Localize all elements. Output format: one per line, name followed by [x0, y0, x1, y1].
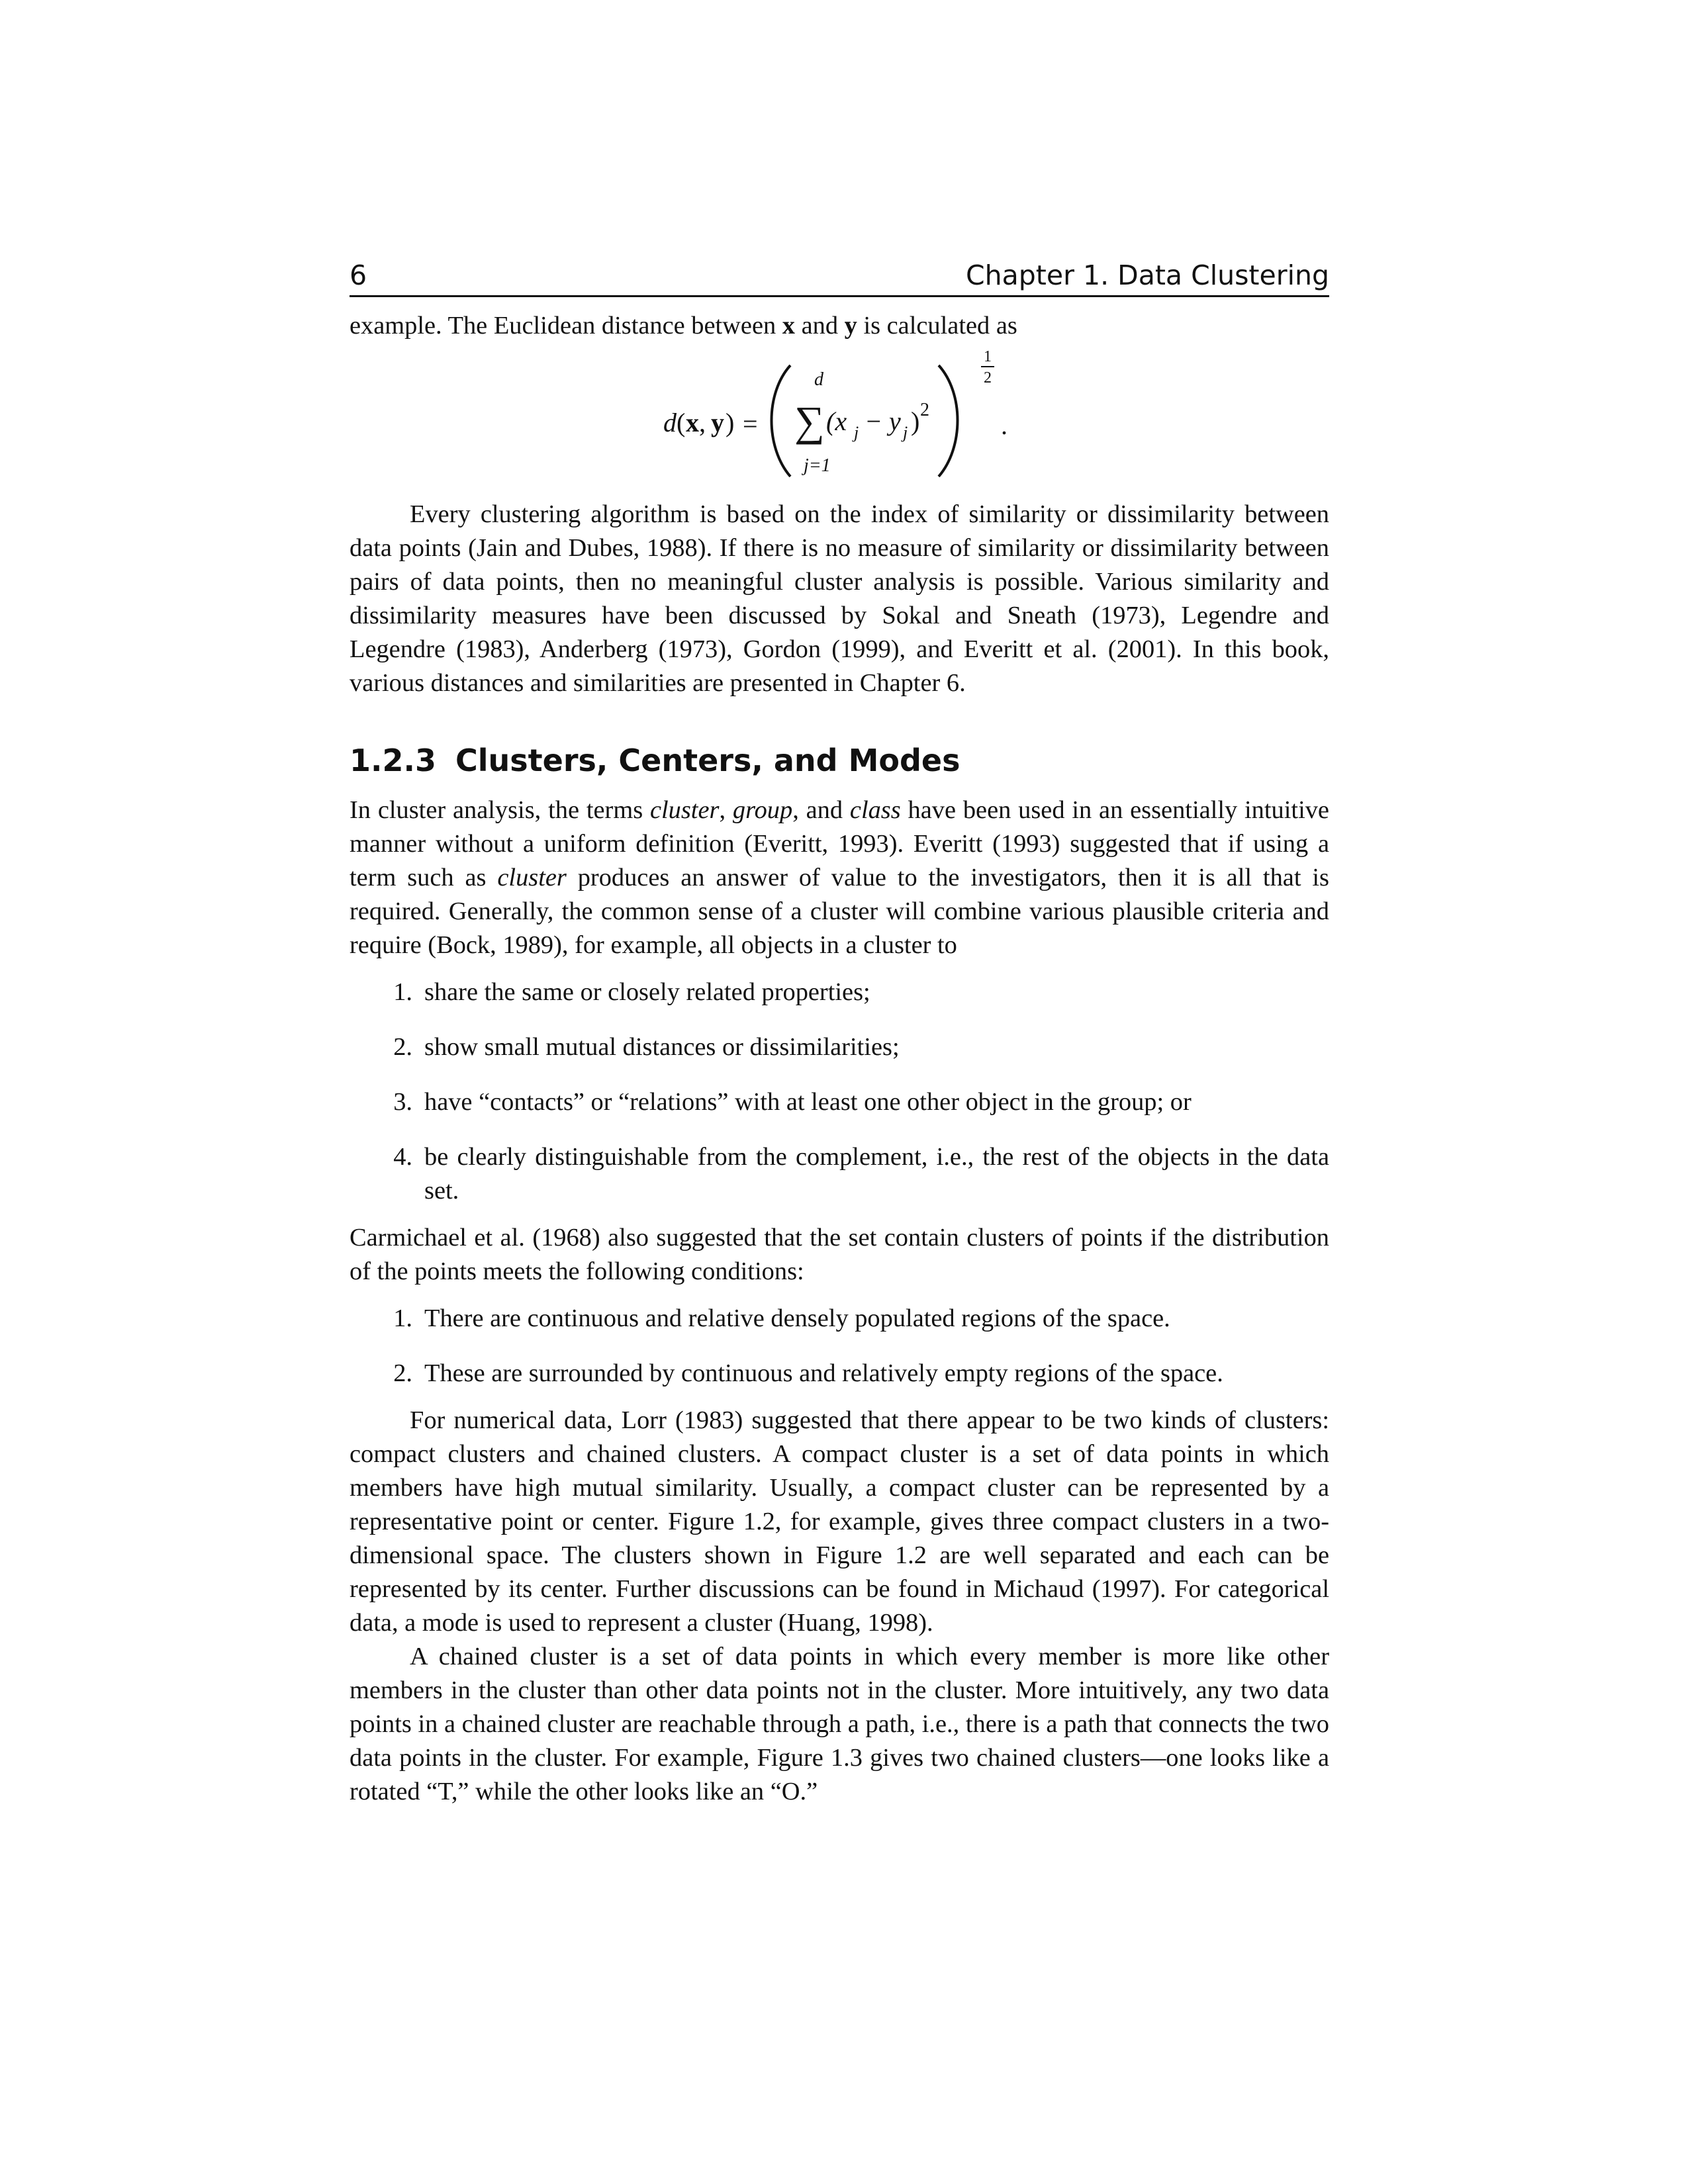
- big-left-paren: [772, 365, 791, 477]
- p2-text-comma: ,: [719, 796, 733, 824]
- summand-open: (x: [826, 406, 847, 436]
- section-title: Clusters, Centers, and Modes: [455, 743, 961, 778]
- vector-x: x: [782, 312, 795, 340]
- list-item: [350, 1302, 1329, 1336]
- p2-text-2: , and: [792, 796, 850, 824]
- eq-y: y: [711, 408, 724, 437]
- list-number: 1.: [393, 978, 412, 1006]
- list-text: share the same or closely related properties;: [424, 978, 870, 1006]
- paragraph-chained-clusters: A chained cluster is a set of data points in which every member is more like other members in the cluster than other data points not in the cluster. More intuitively, any two data points in a chained cluster are reachable through a path, i.e., there is a path that connects the two data points in the cluster. For example, Figure 1.3 gives two chained clusters—one looks like a rotated “T,” while the other looks like an “O.”: [350, 1643, 1329, 1805]
- list-text: be clearly distinguishable from the complement, i.e., the rest of the objects in the data set.: [424, 1143, 1329, 1205]
- eq-x: x: [686, 408, 699, 437]
- eq-comma: ,: [699, 408, 706, 437]
- list-item: [350, 1085, 1329, 1119]
- eq-rparen: ): [726, 408, 735, 437]
- list-item: [350, 1357, 1329, 1390]
- equation-graphic: [350, 347, 1329, 487]
- eq-equals: =: [743, 409, 758, 439]
- list-item: [350, 1030, 1329, 1064]
- vector-y: y: [844, 312, 857, 340]
- p2-text-4: produces an answer of value to the investigators, then it is all that is required. Generally, the common sense of a cluster will combine various plausible criteria and require (Bock, 1989), for example, all objects in a cluster to: [350, 864, 1329, 959]
- intro-text-a: example. The Euclidean distance between: [350, 312, 782, 340]
- summand-minus-y: − y: [865, 406, 901, 436]
- list-text: These are surrounded by continuous and relatively empty regions of the space.: [424, 1359, 1223, 1387]
- intro-text-c: is calculated as: [857, 312, 1017, 340]
- exponent-numerator: 1: [984, 348, 992, 365]
- list-number: 3.: [393, 1088, 412, 1116]
- list-number: 1.: [393, 1304, 412, 1332]
- page: [350, 259, 1329, 1809]
- page-number: 6: [350, 259, 367, 291]
- running-head: [350, 259, 1329, 297]
- intro-text-b: and: [795, 312, 845, 340]
- eq-d: d: [663, 408, 677, 437]
- sum-lower-limit: j=1: [804, 455, 831, 476]
- p2-text-1: In cluster analysis, the terms: [350, 796, 650, 824]
- subscript-j-1: j: [854, 423, 859, 442]
- paragraph-cluster-terms: [350, 794, 1329, 962]
- term-class: class: [849, 796, 901, 824]
- list-number: 2.: [393, 1033, 412, 1061]
- p2-text-3: have been used in an essentially intuitive manner without a uniform definition (Everitt, 1993). Everitt (1993) suggested that if using a term such as: [350, 796, 1329, 891]
- body-text: [350, 309, 1329, 1809]
- sum-sigma: ∑: [794, 398, 825, 445]
- chapter-title: Chapter 1. Data Clustering: [966, 259, 1329, 291]
- list-item: [350, 1140, 1329, 1208]
- term-cluster-2: cluster: [497, 864, 567, 891]
- list-number: 4.: [393, 1143, 412, 1171]
- list-text: have “contacts” or “relations” with at least one other object in the group; or: [424, 1088, 1192, 1116]
- equation-period: .: [1001, 410, 1008, 440]
- list-text: There are continuous and relative densely populated regions of the space.: [424, 1304, 1170, 1332]
- euclidean-distance-equation: [350, 347, 1329, 487]
- section-heading: [350, 744, 1329, 778]
- section-number: 1.2.3: [350, 743, 436, 778]
- sum-upper-limit: d: [814, 369, 823, 390]
- list-text: show small mutual distances or dissimilarities;: [424, 1033, 900, 1061]
- paragraph-carmichael: Carmichael et al. (1968) also suggested that the set contain clusters of points if the distribution of the points meets the following conditions:: [350, 1224, 1329, 1285]
- paragraph-compact-clusters: For numerical data, Lorr (1983) suggested that there appear to be two kinds of clusters: compact clusters and chained clusters. A compact cluster is a set of data points in which members have high mutual similarity. Usually, a compact cluster can be represented by a representative point or center. Figure 1.2, for example, gives three compact clusters in a two-dimensional space. The clusters shown in Figure 1.2 are well separated and each can be represented by its center. Further discussions can be found in Michaud (1997). For categorical data, a mode is used to represent a cluster (Huang, 1998).: [350, 1406, 1329, 1637]
- conditions-list: [350, 1302, 1329, 1390]
- summand-close: ): [911, 406, 920, 436]
- paragraph-similarity: Every clustering algorithm is based on the index of similarity or dissimilarity between data points (Jain and Dubes, 1988). If there is no measure of similarity or dissimilarity between pairs of data points, then no meaningful cluster analysis is possible. Various similarity and dissimilarity measures have been discussed by Sokal and Sneath (1973), Legendre and Legendre (1983), Anderberg (1973), Gordon (1999), and Everitt et al. (2001). In this book, various distances and similarities are presented in Chapter 6.: [350, 500, 1329, 697]
- square-exponent: 2: [920, 400, 929, 420]
- list-number: 2.: [393, 1359, 412, 1387]
- intro-sentence: [350, 309, 1329, 343]
- term-cluster: cluster: [649, 796, 720, 824]
- exponent-denominator: 2: [984, 369, 992, 387]
- criteria-list: [350, 976, 1329, 1208]
- list-item: [350, 976, 1329, 1009]
- eq-lparen: (: [677, 408, 686, 437]
- big-right-paren: [939, 365, 958, 477]
- term-group: group: [732, 796, 793, 824]
- subscript-j-2: j: [903, 423, 908, 442]
